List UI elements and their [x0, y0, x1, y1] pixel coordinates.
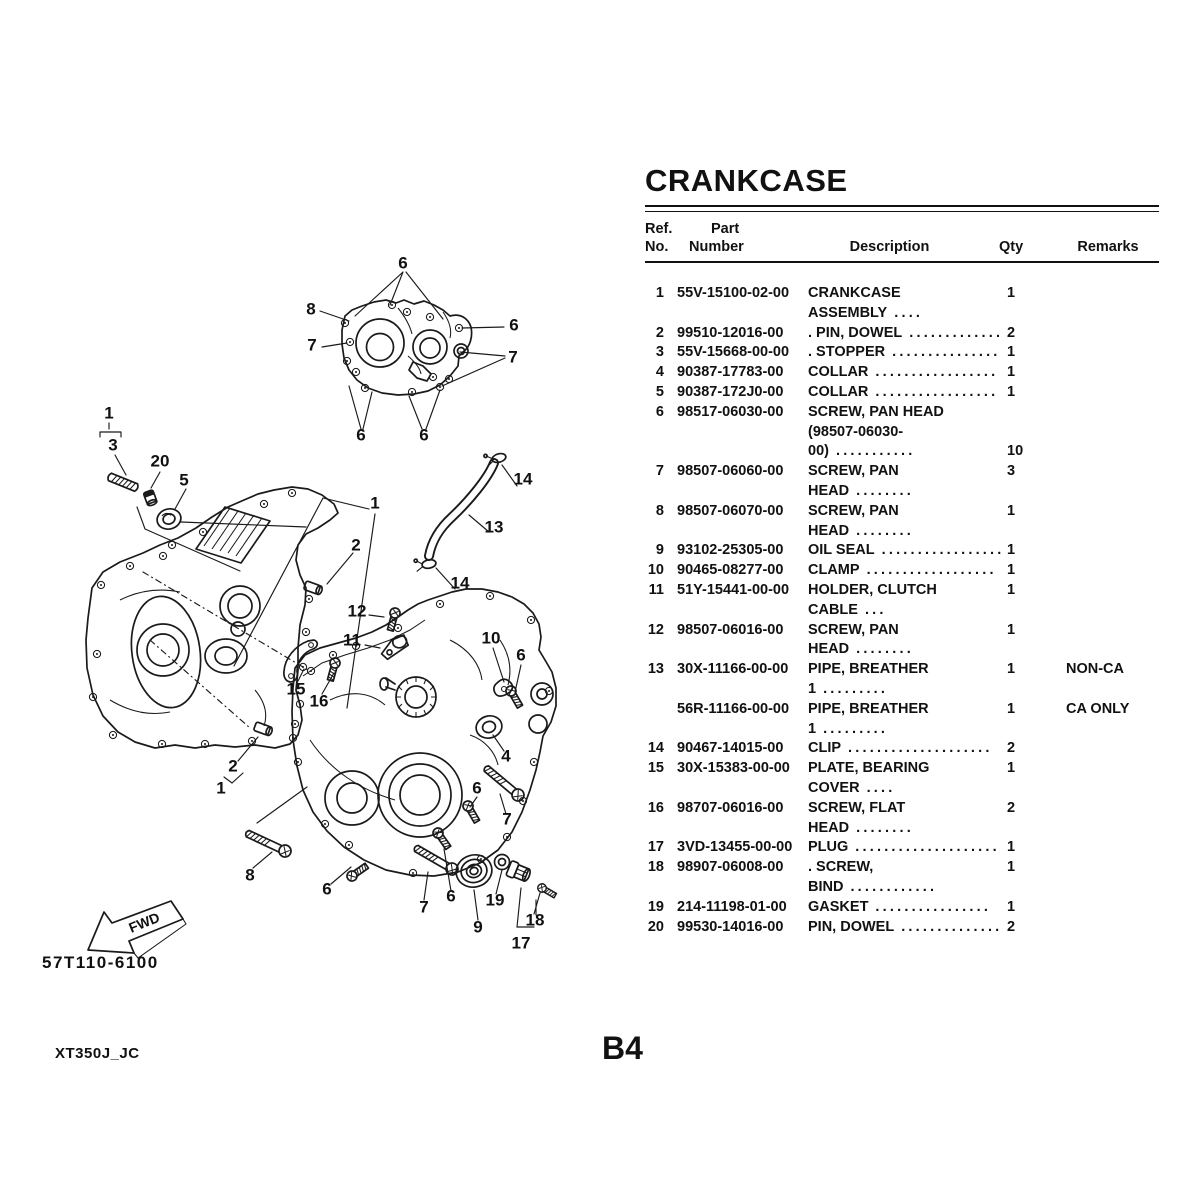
description-cell: PLUG .................... — [808, 839, 1000, 856]
ref-no-cell: 8 — [655, 502, 664, 519]
left-case-bolt-holes — [89, 489, 312, 747]
remarks-cell — [1057, 838, 1159, 858]
parts-table-row — [645, 541, 1159, 561]
qty-cell: 1 — [1007, 562, 1016, 579]
description-cell: CLAMP .................. — [808, 562, 997, 579]
cylinder-turret — [380, 677, 436, 717]
ref-no-cell: 3 — [655, 344, 664, 361]
callout-1: 1 — [104, 403, 114, 423]
part-number-cell: 55V-15668-00-00 — [677, 344, 790, 361]
plug-17 — [506, 860, 532, 883]
parts-table-row — [645, 502, 1159, 542]
fwd-label: FWD — [126, 908, 162, 936]
screw-6d — [504, 684, 524, 709]
callout-8: 8 — [245, 865, 255, 885]
screw-6c — [345, 862, 370, 883]
ref-no-cell: 15 — [647, 760, 664, 777]
parts-table-row — [645, 621, 1159, 661]
remarks-cell — [1057, 284, 1159, 324]
parts-table-row — [645, 858, 1159, 898]
page-title: CRANKCASE — [645, 163, 848, 198]
ref-no-cell: 18 — [647, 859, 664, 876]
description-cell: GASKET ................ — [808, 898, 992, 915]
remarks-cell — [1057, 739, 1159, 759]
bolt-8 — [243, 827, 292, 859]
parts-table-row — [645, 462, 1159, 502]
diagram-code: 57T110-6100 — [42, 953, 159, 972]
remarks-cell — [1057, 383, 1159, 403]
callout-13: 13 — [484, 517, 504, 537]
callout-16: 16 — [309, 691, 329, 711]
parts-table — [645, 164, 1159, 937]
callout-6: 6 — [322, 879, 332, 899]
collar-5 — [155, 506, 183, 532]
callout-1: 1 — [216, 778, 226, 798]
ref-no-cell — [645, 700, 677, 740]
qty-cell: 1 — [1007, 364, 1016, 381]
description-cell: SCREW, PAN HEAD ........ — [808, 502, 914, 539]
callout-4: 4 — [501, 746, 511, 766]
ref-no-cell: 17 — [647, 839, 664, 856]
callout-17: 17 — [511, 933, 531, 953]
part-number-cell: 98507-06070-00 — [677, 502, 784, 519]
holder-11 — [378, 634, 411, 661]
part-number-cell: 98507-06060-00 — [677, 463, 784, 480]
ref-no-cell: 6 — [655, 403, 664, 420]
parts-table-row — [645, 324, 1159, 344]
callout-2: 2 — [228, 756, 238, 776]
parts-table-row — [645, 383, 1159, 403]
callout-6: 6 — [446, 886, 456, 906]
remarks-cell — [1057, 799, 1159, 839]
description-cell: COLLAR ................. — [808, 383, 999, 400]
col-part-line2: Number — [689, 239, 744, 255]
breather-pipe-13 — [429, 463, 494, 556]
remarks-cell — [1057, 759, 1159, 799]
ref-no-cell: 7 — [655, 463, 664, 480]
callout-19: 19 — [485, 890, 505, 910]
description-cell: COLLAR ................. — [808, 364, 999, 381]
qty-cell: 1 — [1007, 621, 1016, 638]
right-crankcase-half — [291, 589, 556, 877]
callout-6: 6 — [398, 253, 408, 273]
callout-9: 9 — [473, 917, 483, 937]
gasket-washer-19 — [495, 855, 510, 870]
part-number-cell: 51Y-15441-00-00 — [677, 581, 790, 598]
ref-no-cell: 9 — [655, 542, 664, 559]
callout-11: 11 — [343, 630, 361, 650]
qty-cell: 1 — [1007, 383, 1016, 400]
parts-table-body — [645, 284, 1159, 937]
parts-table-row — [645, 403, 1159, 462]
part-number-cell: 98707-06016-00 — [677, 799, 784, 816]
ref-no-cell: 20 — [647, 918, 664, 935]
col-description: Description — [849, 239, 930, 255]
callout-5: 5 — [179, 470, 189, 490]
part-number-cell: 90387-172J0-00 — [677, 383, 784, 400]
qty-cell: 10 — [1007, 443, 1024, 460]
parts-table-row — [645, 284, 1159, 324]
callout-15: 15 — [286, 679, 306, 699]
remarks-cell — [1057, 363, 1159, 383]
col-remarks: Remarks — [1077, 239, 1139, 255]
page-number: B4 — [602, 1030, 643, 1066]
callout-numbers — [104, 253, 544, 952]
part-number-cell: 99510-12016-00 — [677, 324, 784, 341]
qty-cell: 1 — [1007, 542, 1016, 559]
callout-6: 6 — [509, 315, 519, 335]
parts-table-row — [645, 739, 1159, 759]
description-cell: OIL SEAL ................. — [808, 542, 1005, 559]
screw-6f — [431, 826, 452, 851]
qty-cell: 2 — [1007, 799, 1016, 816]
parts-table-row — [645, 700, 1159, 740]
description-cell: . SCREW, BIND ............ — [808, 859, 938, 895]
qty-cell: 1 — [1007, 581, 1016, 598]
part-number-cell: 90465-08277-00 — [677, 562, 784, 579]
description-cell: SCREW, PAN HEAD ........ — [808, 621, 914, 658]
ref-no-cell: 12 — [647, 621, 664, 638]
description-cell: PLATE, BEARING COVER .... — [808, 760, 930, 796]
parts-table-row — [645, 581, 1159, 621]
qty-cell: 1 — [1007, 502, 1016, 519]
part-number-cell: 56R-11166-00-00 — [677, 700, 790, 717]
qty-cell: 1 — [1007, 285, 1016, 301]
dowel-pin-2b — [253, 722, 273, 737]
parts-table-row — [645, 363, 1159, 383]
qty-cell: 1 — [1007, 898, 1016, 915]
ref-no-cell: 5 — [655, 383, 664, 400]
callout-7: 7 — [502, 809, 512, 829]
description-cell: . STOPPER ............... — [808, 344, 1001, 361]
title-rule — [645, 205, 1159, 212]
callout-14: 14 — [513, 469, 533, 489]
table-header — [645, 220, 1159, 263]
part-number-cell: 98907-06008-00 — [677, 859, 784, 876]
part-number-cell: 90467-14015-00 — [677, 740, 784, 757]
callout-6: 6 — [356, 425, 366, 445]
parts-table-row — [645, 759, 1159, 799]
description-cell: SCREW, PAN HEAD ........ — [808, 463, 914, 499]
ref-no-cell: 16 — [647, 799, 664, 816]
part-number-cell: 30X-15383-00-00 — [677, 760, 790, 777]
callout-1: 1 — [370, 493, 380, 513]
ref-no-cell: 10 — [647, 562, 664, 579]
remarks-cell — [1057, 502, 1159, 542]
fwd-arrow — [88, 901, 186, 958]
parts-table-row — [645, 918, 1159, 938]
document-code: XT350J_JC — [55, 1045, 140, 1062]
qty-cell: 1 — [1007, 661, 1016, 678]
description-cell: CLIP .................... — [808, 740, 993, 757]
callout-7: 7 — [419, 897, 429, 917]
description-cell: CRANKCASE ASSEMBLY .... — [808, 285, 924, 321]
col-ref-line2: No. — [645, 239, 669, 255]
remarks-cell: CA ONLY — [1066, 700, 1130, 717]
callout-20: 20 — [150, 451, 170, 471]
qty-cell: 1 — [1007, 344, 1016, 361]
qty-cell: 1 — [1007, 839, 1016, 856]
callout-6: 6 — [472, 778, 482, 798]
remarks-cell — [1057, 541, 1159, 561]
cylinder-base-fins — [196, 507, 270, 563]
col-qty: Qty — [999, 239, 1024, 255]
remarks-cell — [1057, 462, 1159, 502]
callout-2: 2 — [351, 535, 361, 555]
callout-6: 6 — [419, 425, 429, 445]
callout-12: 12 — [347, 601, 367, 621]
description-cell: HOLDER, CLUTCH CABLE ... — [808, 581, 937, 618]
col-part-line1: Part — [711, 221, 740, 237]
callout-14: 14 — [450, 573, 470, 593]
dowel-pin-20 — [143, 490, 157, 507]
parts-table-row — [645, 838, 1159, 858]
collar-4 — [474, 713, 505, 741]
qty-cell: 2 — [1007, 324, 1016, 341]
screw-6e — [461, 799, 481, 824]
remarks-cell — [1057, 858, 1159, 898]
left-crankcase-half — [86, 487, 338, 748]
ref-no-cell: 11 — [648, 581, 664, 598]
parts-table-row — [645, 898, 1159, 918]
callout-6: 6 — [516, 645, 526, 665]
callout-7: 7 — [307, 335, 317, 355]
parts-table-row — [645, 561, 1159, 581]
callout-7: 7 — [508, 347, 518, 367]
description-cell: . PIN, DOWEL ............. — [808, 324, 1004, 341]
parts-table-row — [645, 660, 1159, 700]
part-number-cell: 93102-25305-00 — [677, 542, 784, 559]
callout-10: 10 — [481, 628, 501, 648]
stopper-bolt-3 — [107, 473, 139, 492]
qty-cell: 1 — [1007, 700, 1016, 717]
ref-no-cell: 14 — [647, 740, 664, 757]
remarks-cell — [1057, 343, 1159, 363]
bolt-7b — [481, 763, 526, 804]
callout-18: 18 — [525, 910, 545, 930]
callout-8: 8 — [306, 299, 316, 319]
ref-no-cell: 13 — [647, 661, 664, 678]
parts-table-row — [645, 799, 1159, 839]
ref-no-cell: 1 — [655, 285, 664, 301]
part-number-cell: 90387-17783-00 — [677, 364, 784, 381]
remarks-cell — [1057, 621, 1159, 661]
remarks-cell — [1057, 324, 1159, 344]
ref-no-cell: 19 — [647, 898, 664, 915]
remarks-cell — [1057, 898, 1159, 918]
remarks-cell: NON-CA — [1066, 661, 1124, 678]
parts-table-row — [645, 343, 1159, 363]
part-number-cell: 98507-06016-00 — [677, 621, 784, 638]
ref-no-cell: 4 — [655, 364, 664, 381]
qty-cell: 1 — [1007, 859, 1016, 876]
description-cell: PIPE, BREATHER 1 ......... — [808, 700, 929, 737]
description-cell: SCREW, FLAT HEAD ........ — [808, 799, 914, 836]
side-cover-view — [320, 272, 505, 429]
remarks-cell — [1057, 403, 1159, 462]
description-cell: SCREW, PAN HEAD (98507-06030-00) ........... — [808, 403, 944, 460]
qty-cell: 2 — [1007, 740, 1016, 757]
remarks-cell — [1057, 561, 1159, 581]
part-number-cell: 55V-15100-02-00 — [677, 285, 790, 301]
part-number-cell: 3VD-13455-00-00 — [677, 839, 793, 856]
part-number-cell: 98517-06030-00 — [677, 403, 784, 420]
part-number-cell: 214-11198-01-00 — [677, 898, 787, 915]
qty-cell: 1 — [1007, 760, 1016, 777]
qty-cell: 2 — [1007, 918, 1016, 935]
remarks-cell — [1057, 918, 1159, 938]
callout-3: 3 — [108, 435, 118, 455]
remarks-cell — [1057, 581, 1159, 621]
col-ref-line1: Ref. — [645, 221, 673, 237]
ref-no-cell: 2 — [655, 324, 664, 341]
part-number-cell: 30X-11166-00-00 — [677, 661, 789, 678]
description-cell: PIPE, BREATHER 1 ......... — [808, 661, 929, 697]
bolt-7c — [412, 842, 460, 877]
qty-cell: 3 — [1007, 463, 1016, 480]
description-cell: PIN, DOWEL .............. — [808, 918, 1003, 935]
part-number-cell: 99530-14016-00 — [677, 918, 784, 935]
